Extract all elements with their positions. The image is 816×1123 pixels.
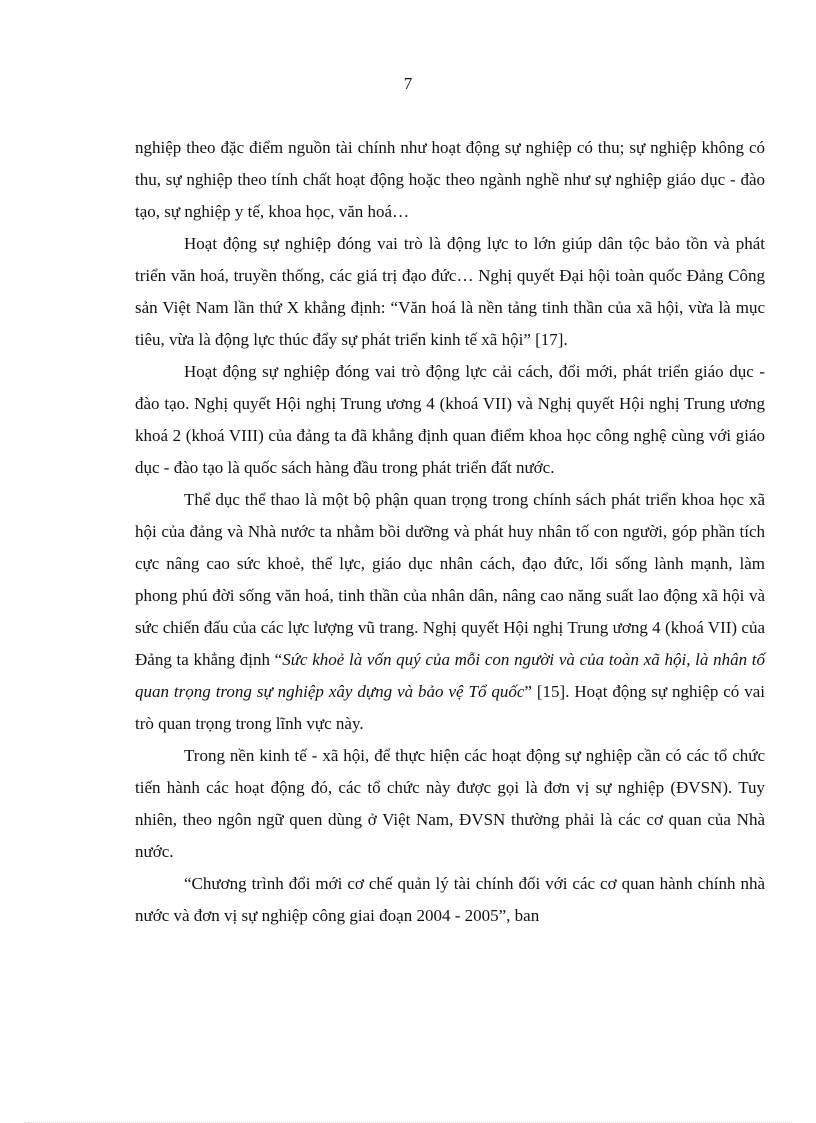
page-number: 7 [403,74,413,93]
paragraph-education-role: Hoạt động sự nghiệp đóng vai trò động lực cải cách, đổi mới, phát triển giáo dục - đào tạo. Nghị quyết Hội nghị Trung ương 4 (khoá VII) và Nghị quyết Hội nghị Trung ương khoá 2 (khoá VIII) của đảng ta đã khẳng định quan điểm khoa học công nghệ cùng với giáo dục - đào tạo là quốc sách hàng đầu trong phát triển đất nước. [135,362,765,477]
paragraph-sports-role [135,484,765,740]
paragraph-continuation: nghiệp theo đặc điểm nguồn tài chính như hoạt động sự nghiệp có thu; sự nghiệp không có thu, sự nghiệp theo tính chất hoạt động hoặc theo ngành nghề như sự nghiệp giáo dục - đào tạo, sự nghiệp y tế, khoa học, văn hoá… [135,138,765,221]
document-body [135,132,765,932]
sports-text-after-quote: ” [15]. Hoạt động sự nghiệp có vai trò quan trọng trong lĩnh vực này. [135,682,765,733]
paragraph-reform-program: “Chương trình đổi mới cơ chế quản lý tài chính đối với các cơ quan hành chính nhà nước và đơn vị sự nghiệp công giai đoạn 2004 - 2005”, ban [135,874,765,925]
health-quote: Sức khoẻ là vốn quý của mỗi con người và của toàn xã hội, là nhân tố quan trọng trong sự nghiệp xây dựng và bảo vệ Tổ quốc [135,650,766,701]
paragraph-culture-role: Hoạt động sự nghiệp đóng vai trò là động lực to lớn giúp dân tộc bảo tồn và phát triển văn hoá, truyền thống, các giá trị đạo đức… Nghị quyết Đại hội toàn quốc Đảng Công sản Việt Nam lần thứ X khẳng định: “Văn hoá là nền tảng tinh thần của xã hội, vừa là mục tiêu, vừa là động lực thúc đẩy sự phát triển kinh tế xã hội” [17]. [135,234,765,349]
sports-text-before-quote: Thể dục thể thao là một bộ phận quan trọng trong chính sách phát triển khoa học xã hội của đảng và Nhà nước ta nhằm bồi dưỡng và phát huy nhân tố con người, góp phần tích cực nâng cao sức khoẻ, thể lực, giáo dục nhân cách, đạo đức, lối sống lành mạnh, làm phong phú đời sống văn hoá, tinh thần của nhân dân, nâng cao năng suất lao động xã hội và sức chiến đấu của các lực lượng vũ trang. Nghị quyết Hội nghị Trung ương 4 (khoá VII) của Đảng ta khẳng định “ [135,490,765,669]
paragraph-public-units: Trong nền kinh tế - xã hội, để thực hiện các hoạt động sự nghiệp cần có các tổ chức tiến hành các hoạt động đó, các tổ chức này được gọi là đơn vị sự nghiệp (ĐVSN). Tuy nhiên, theo ngôn ngữ quen dùng ở Việt Nam, ĐVSN thường phải là các cơ quan của Nhà nước. [135,746,765,861]
